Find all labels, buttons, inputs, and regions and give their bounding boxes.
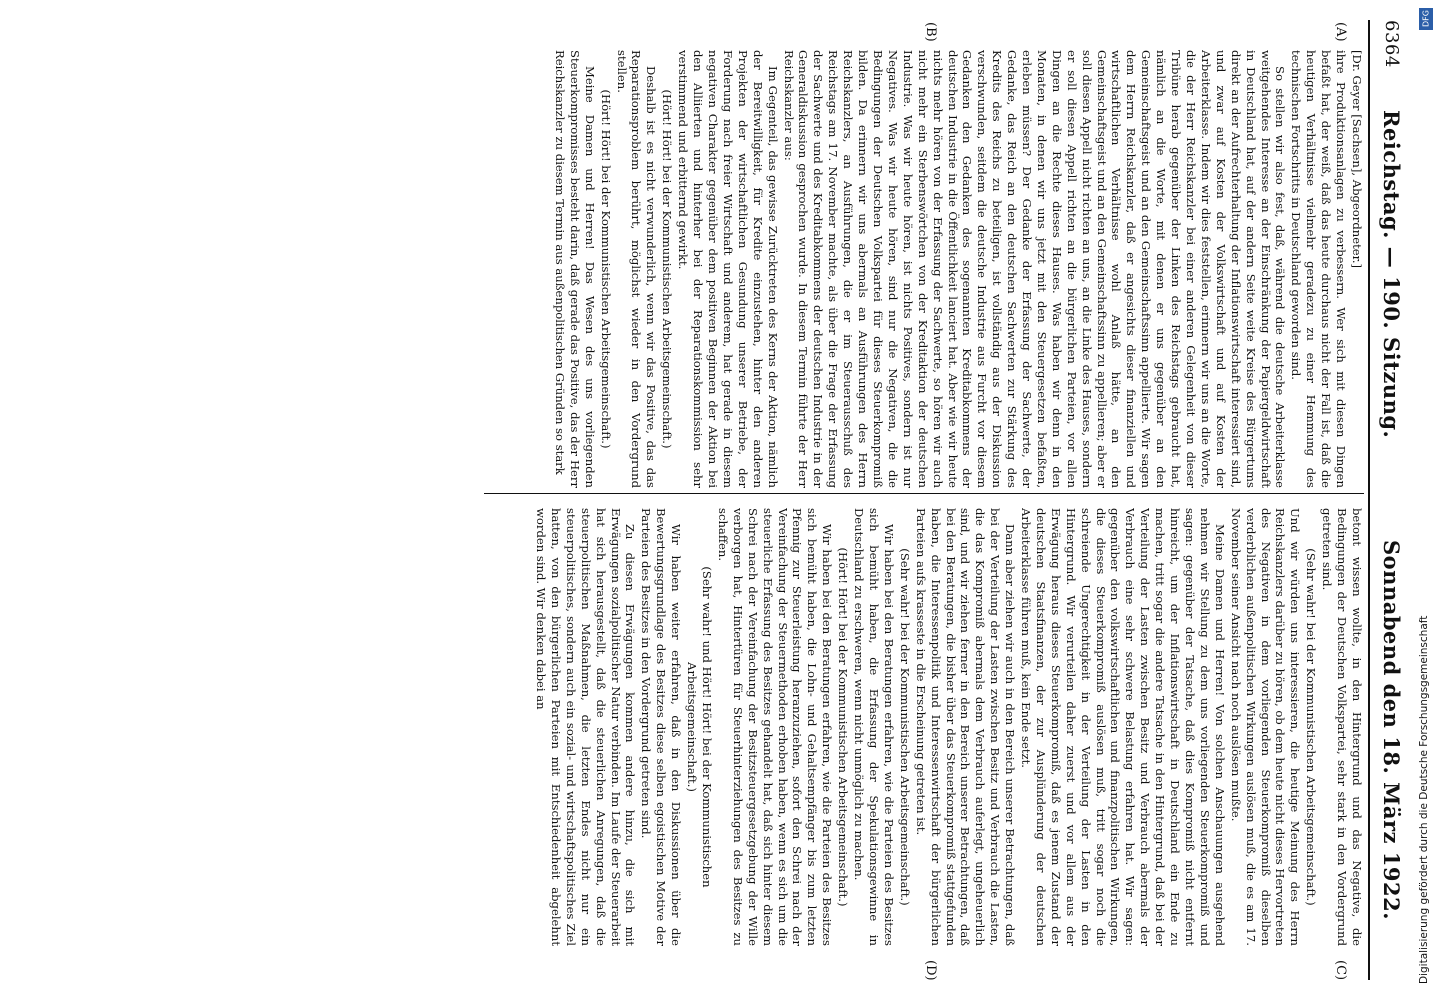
page-header	[1372, 20, 1408, 980]
right-text-column	[484, 508, 1364, 946]
paragraph: betont wissen wollte, in den Hintergrund und das Negative, die Bedingungen der Deutschen Volkspartei, sehr stark in den Vordergrund getreten sind.	[1320, 508, 1364, 946]
paragraph: Meine Damen und Herren! Das Wesen des uns vorliegenden Steuerkompromisses besteht darin, daß gerade das Positive, das der Herr Reichskanzler zu diesem Termin aus außenpolitischen Gründen so stark	[552, 50, 597, 488]
paragraph: [Dr. Geyer [Sachsen], Abgeordneter.]	[1350, 50, 1364, 269]
interjection: (Hört! Hört! bei der Kommunistischen Arbeitsgemeinschaft.)	[598, 89, 613, 449]
paragraph: Und wir würden uns interessieren, die heutige Meinung des Herrn Reichskanzlers darüber zu hören, ob dem heute nicht dieses Hervortreten des Negativen in dem vorliegenden Steuerkompromiß dieselben verderblichen außenpolitischen Wirkungen auslösen muß, die es am 17. November seiner Ansicht nach noch auslösen mußte.	[1228, 508, 1303, 946]
left-text-column	[484, 50, 1364, 488]
interjection: (Sehr wahr! bei der Kommunistischen Arbeitsgemeinschaft.)	[1304, 548, 1319, 906]
interjection: (Sehr wahr! bei der Kommunistischen Arbeitsgemeinschaft.)	[897, 548, 912, 906]
margin-mark-c: (C)	[1333, 960, 1348, 981]
page-number: 6364	[1381, 20, 1402, 68]
paragraph: Wir haben weiter erfahren, daß in den Diskussionen über die Bewertungsgrundlage des Besitzes diese selben egoistischen Motive der Parteien des Besitzes in den Vordergrund getreten sind.	[639, 508, 684, 946]
margin-mark-a: (A)	[1333, 22, 1348, 42]
document-page	[78, 20, 1408, 980]
paragraph: Wir haben bei den Beratungen erfahren, wie die Parteien des Besitzes sich bemüht haben, die Erfassung der Spekulationsgewinne in Deutschland zu erschweren, wenn nicht unmöglich zu machen.	[852, 508, 896, 946]
interjection: (Sehr wahr! und Hört! Hört! bei der Kommunistischen Arbeitsgemeinschaft.)	[685, 566, 715, 888]
interjection: (Hört! Hört! bei der Kommunistischen Arbeitsgemeinschaft.)	[660, 89, 675, 449]
paragraph: So stellen wir also fest, daß, während die deutsche Arbeiterklasse weitgehendes Interesse an der Einschränkung der Papiergeldwirtschaft in Deutschland hat, auf der andern Seite weite Kreise des Bürgertums direkt an der Aufrechterhaltung der Inflationswirtschaft interessiert sind, und zwar auf Kosten der Volkswirtschaft und auf Kosten der Arbeiterklasse. Indem wir dies feststellen, erinnern wir uns an die Worte, die der Herr Reichskanzler bei einer anderen Gelegenheit von dieser Tribüne herab gegenüber der Linken des Reichstags gebraucht hat, nämlich an die Worte, mit denen er uns gegenüber an den Gemeinschaftsgeist und an den Gemeinschaftssinn appellierte. Wir sagen dem Herrn Reichskanzler, daß er angesichts dieser finanziellen und wirtschaftlichen Verhältnisse wohl Anlaß hätte, an den Gemeinschaftsgeist und an den Gemeinschaftssinn zu appellieren; aber er soll diesen Appell nicht richten an uns, an die Linke des Hauses, sondern er soll diesen Appell richten an die bürgerlichen Parteien, vor allen Dingen an die Rechte dieses Hauses. Was haben wir denn in den Monaten, in denen wir uns jetzt mit den Steuergesetzen befaßten, erleben müssen? Der Gedanke der Erfassung der Sachwerte, der Gedanke, das Reich an den deutschen Sachwerten zur Stärkung des Kredits des Reichs zu beteiligen, ist vollständig aus der Diskussion verschwunden, seitdem die deutsche Industrie aus Furcht vor diesem Gedanken den Gedanken des sogenannten Kreditabkommens der deutschen Industrie in die Öffentlichkeit lanciert hat. Aber wie wir heute nichts mehr hören von der Erfassung der Sachwerte, so hören wir auch nicht mehr ein Sterbenswörtchen von der Kreditaktion der deutschen Industrie. Was wir heute hören, ist nichts Positives, sondern ist nur Negatives. Was wir heute hören, sind nur die Negativen, die die Bedingungen der Deutschen Volkspartei für dieses Steuerkompromiß bilden. Da erinnern wir uns abermals an Ausführungen des Herrn Reichskanzlers, an Ausführungen, die er im Steuerausschuß des Reichstags am 17. November machte, als über die Frage der Erfassung der Sachwerte und des Kreditabkommens der deutschen Industrie in der Generaldiskussion gesprochen wurde. In diesem Termin führte der Herr Reichskanzler aus:	[781, 50, 1288, 488]
paragraph: ihre Produktionsanlagen zu verbessern. Wer sich mit diesen Dingen befaßt hat, der weiß, daß das heute durchaus nicht der Fall ist, daß die heutigen Verhältnisse vielmehr geradezu zu einer Hemmung des technischen Fortschritts in Deutschland geworden sind.	[1289, 50, 1349, 488]
paragraph: Deshalb ist es nicht verwunderlich, wenn wir das Positive, das das Reparationsproblem berührt, möglichst wieder in den Vordergrund stellen.	[614, 50, 659, 488]
digitization-note: Digitalisierung gefördert durch die Deutsche Forschungsgemeinschaft	[1418, 615, 1430, 984]
dfg-logo: DFG	[1419, 8, 1433, 30]
column-divider	[484, 493, 1364, 494]
paragraph: Im Gegenteil, das gewisse Zurücktreten des Kerns der Aktion, nämlich der Bereitwilligkeit, für Kredite einzustehen, hinter den anderen Projekten der wirtschaftlichen Gesundung unserer Betriebe, der Forderung nach freier Wirtschaft und anderem, hat gerade in diesem negativen Charakter gegenüber dem positiven Beginnen der Aktion bei den Alliierten und hinterher bei der Reparationskommission sehr verstimmend und erbitternd gewirkt.	[676, 50, 780, 488]
paragraph: Zu diesen Erwägungen kommen andere hinzu, die sich mit Erwägungen sozialpolitischer Natur verbinden. Im Laufe der Steuerarbeit hat sich herausgestellt, daß die steuerlichen Anregungen, daß die steuerpolitischen Maßnahmen, die letzten Endes nicht nur ein steuerpolitisches, sondern auch ein sozial- und wirtschaftspolitisches Ziel hatten, von den bürgerlichen Parteien mit Entschiedenheit abgelehnt worden sind. Wir denken dabei an	[534, 508, 638, 946]
paragraph: Dann aber ziehen wir auch in den Bereich unserer Betrachtungen, daß bei der Verteilung der Lasten zwischen Besitz und Verbrauch die Lasten, die das Kompromiß abermals dem Verbrauch auferlegt, ungeheuerlich sind, und wir ziehen ferner in den Bereich unserer Betrachtungen, daß bei den Beratungen, die bisher über das Steuerkompromiß stattgefunden haben, die Interessenpolitik und Interessenwirtschaft der bürgerlichen Parteien aufs krasseste in die Erscheinung getreten ist.	[913, 508, 1018, 946]
margin-mark-b: (B)	[923, 22, 938, 42]
interjection: (Hört! Hört! bei der Kommunistischen Arbeitsgemeinschaft.)	[836, 547, 851, 907]
paragraph: Meine Damen und Herren! Von solchen Anschauungen ausgehend nehmen wir Stellung zu dem uns vorliegenden Steuerkompromiß und sagen: gegenüber der Tatsache, daß dies Kompromiß nicht entfernt hinreicht, um der Inflationswirtschaft in Deutschland ein Ende zu machen, tritt sogar die andere Tatsache in den Hintergrund, daß bei der Verteilung der Lasten zwischen Besitz und Verbrauch abermals der Verbrauch eine sehr schwere Belastung erfahren hat. Wir sagen: gegenüber den volkswirtschaftlichen und finanzpolitischen Wirkungen, die dieses Steuerkompromiß auslösen muß, tritt sogar noch die schreiende Ungerechtigkeit in der Verteilung der Lasten in den Hintergrund. Wir verurteilen daher zuerst und vor allem aus der Erwägung heraus dieses Steuerkompromiß, daß es jenem Zustand der deutschen Staatsfinanzen, der zur Ausplünderung der deutschen Arbeiterklasse führen muß, kein Ende setzt.	[1019, 508, 1227, 946]
margin-mark-d: (D)	[923, 960, 938, 981]
paragraph: Wir haben bei den Beratungen erfahren, wie die Parteien des Besitzes sich bemüht haben, die Lohn- und Gehaltsempfänger bis zum letzten Pfennig zur Steuerleistung heranzuziehen, sofort den Schrei nach der Vereinfachung der Steuermethoden erhoben haben, wenn es sich um die steuerliche Erfassung des Besitzes gehandelt hat, daß sich hinter diesem Schrei nach der Vereinfachung der Besitzsteuergesetzgebung der Wille verborgen hat, Hintertüren für Steuerhinterziehungen des Besitzes zu schaffen.	[715, 508, 835, 946]
header-date: Sonnabend den 18. März 1922.	[1379, 540, 1404, 921]
header-title: Reichstag. — 190. Sitzung.	[1379, 110, 1404, 439]
header-rule	[1368, 20, 1370, 980]
